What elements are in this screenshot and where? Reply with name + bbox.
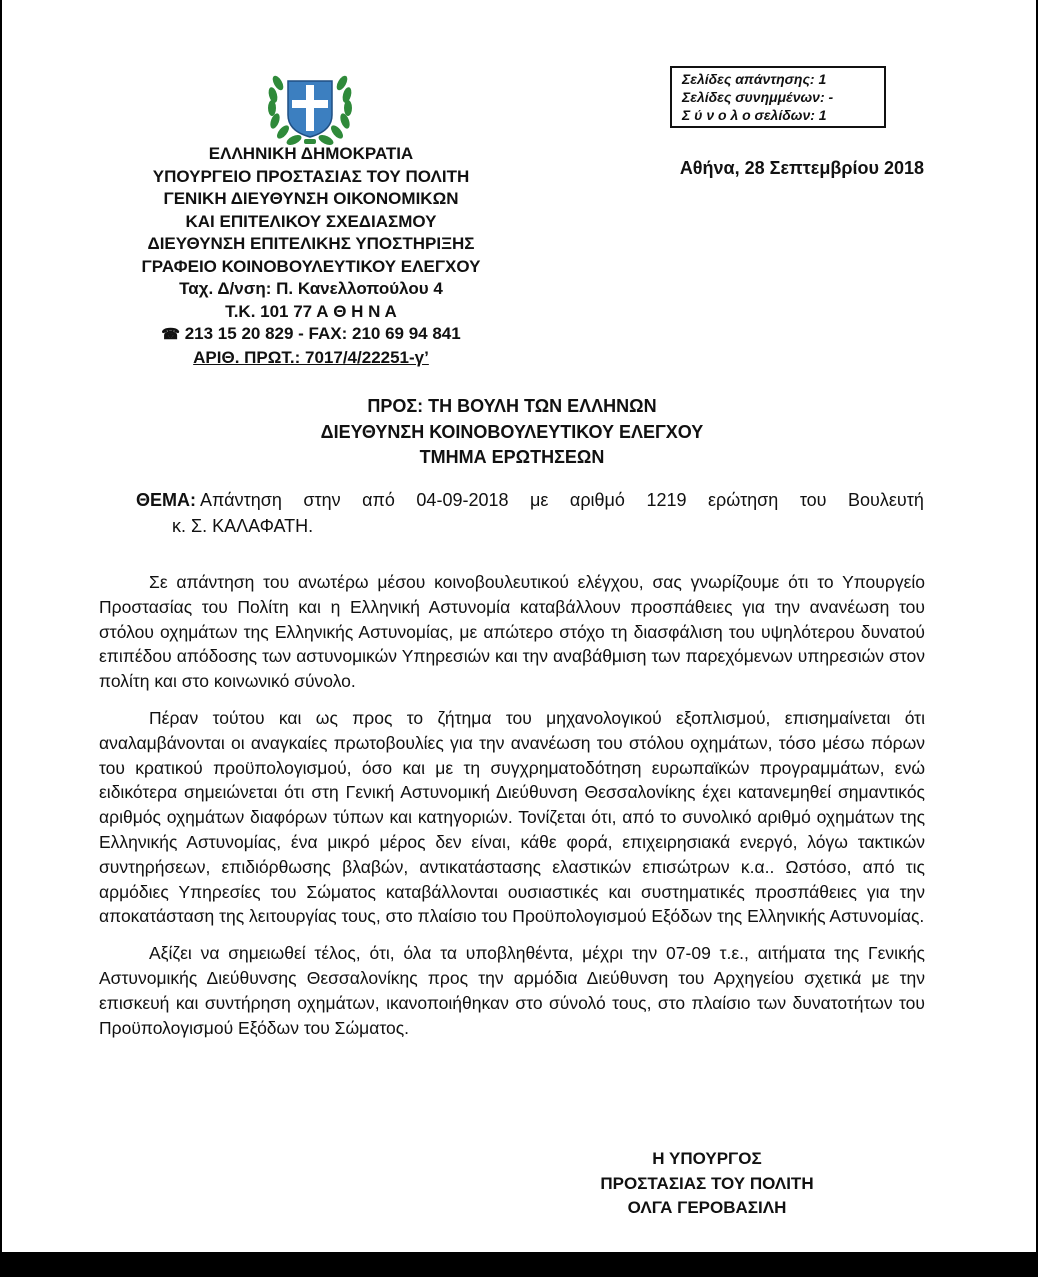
header-line: ΓΕΝΙΚΗ ΔΙΕΥΘΥΝΣΗ ΟΙΚΟΝΟΜΙΚΩΝ [163,189,459,208]
header-line: ΥΠΟΥΡΓΕΙΟ ΠΡΟΣΤΑΣΙΑΣ ΤΟΥ ΠΟΛΙΤΗ [152,166,470,186]
letter-body [99,570,925,1052]
phone-numbers: 213 15 20 829 - FAX: 210 69 94 841 [184,324,461,343]
phone-line [102,323,520,347]
subject-word: 04-09-2018 [416,490,509,510]
sender-header [102,143,520,369]
postal-line: Τ.Κ. 101 77 Α Θ Η Ν Α [225,301,397,321]
body-paragraph: Αξίζει να σημειωθεί τέλος, ότι, όλα τα υποβληθέντα, μέχρι την 07-09 τ.ε., αιτήματα της Γενικής Αστυνομικής Διεύθυνσης Θεσσαλονίκης προς την αρμόδια Διεύθυνση του Αρχηγείου σχετικά με την επισκευή και συντήρηση οχημάτων, ικανοποιήθηκαν στο σύνολό τους, στο πλαίσιο των δυνατοτήτων του Προϋπολογισμού Εξόδων του Σώματος. [99,943,925,1038]
subject-word: με [530,490,549,510]
pages-count-box [670,66,886,128]
signature-name: ΟΛΓΑ ΓΕΡΟΒΑΣΙΛΗ [627,1198,787,1217]
recipient-line: ΔΙΕΥΘΥΝΣΗ ΚΟΙΝΟΒΟΥΛΕΥΤΙΚΟΥ ΕΛΕΓΧΟΥ [320,421,704,442]
header-line: ΔΙΕΥΘΥΝΣΗ ΕΠΙΤΕΛΙΚΗΣ ΥΠΟΣΤΗΡΙΞΗΣ [147,234,475,253]
subject-word: από [362,490,395,510]
subject-word: Απάντηση [200,490,282,510]
protocol-number: ΑΡΙΘ. ΠΡΩΤ.: 7017/4/22251-γ’ [193,347,429,367]
subject-word: του [799,490,827,510]
subject-word: αριθμό [569,490,625,510]
pages-reply-count: Σελίδες απάντησης: 1 [682,71,827,87]
pages-total-count: Σ ύ ν ο λ ο σελίδων: 1 [682,107,827,123]
recipient-block [202,394,822,471]
subject-word: στην [303,490,341,510]
subject-word: ερώτηση [708,490,779,510]
header-line: ΕΛΛΗΝΙΚΗ ΔΗΜΟΚΡΑΤΙΑ [208,144,414,163]
subject-label: ΘΕΜΑ: [136,490,196,510]
document-date: Αθήνα, 28 Σεπτεμβρίου 2018 [679,158,924,178]
coat-of-arms-seal-icon [264,63,356,147]
address-line: Ταχ. Δ/νση: Π. Κανελλοπούλου 4 [179,279,443,298]
signature-block [572,1147,842,1221]
subject-word: 1219 [646,490,687,510]
signature-title: Η ΥΠΟΥΡΓΟΣ [652,1149,762,1168]
document-page [2,0,1036,1252]
pages-attached-count: Σελίδες συνημμένων: - [682,89,834,105]
subject-line-2: κ. Σ. ΚΑΛΑΦΑΤΗ. [172,515,314,536]
body-paragraph: Σε απάντηση του ανωτέρω μέσου κοινοβουλευτικού ελέγχου, σας γνωρίζουμε ότι το Υπουργείο Προστασίας του Πολίτη και η Ελληνική Αστυνομία καταβάλλουν προσπάθειες για την ανανέωση του στόλου οχημάτων της Ελληνικής Αστυνομίας, με απώτερο στόχο τη διασφάλιση του υψηλότερου δυνατού επιπέδου απόδοσης των αστυνομικών Υπηρεσιών και την αναβάθμιση των παρεχόμενων υπηρεσιών στον πολίτη και στο κοινωνικό σύνολο. [99,572,925,692]
recipient-line: ΤΜΗΜΑ ΕΡΩΤΗΣΕΩΝ [419,447,605,467]
subject-line [136,488,924,514]
header-line: ΓΡΑΦΕΙΟ ΚΟΙΝΟΒΟΥΛΕΥΤΙΚΟΥ ΕΛΕΓΧΟΥ [141,256,481,276]
recipient-line: ΠΡΟΣ: ΤΗ ΒΟΥΛΗ ΤΩΝ ΕΛΛΗΝΩΝ [367,396,657,416]
screen-bottom-bar [0,1252,1038,1277]
body-paragraph: Πέραν τούτου και ως προς το ζήτημα του μηχανολογικού εξοπλισμού, επισημαίνεται ότι αναλαμβάνονται οι αναγκαίες πρωτοβουλίες για την ανανέωση του στόλου οχημάτων, τόσο μέσω πόρων του κρατικού προϋπολογισμού, όσο και με τη συγχρηματοδότηση ευρωπαϊκών προγραμμάτων, ενώ ειδικότερα σημειώνεται ότι στη Γενική Αστυνομική Διεύθυνση Θεσσαλονίκης έχει κατανεμηθεί σημαντικός αριθμός οχημάτων διαφόρων τύπων και κατηγοριών. Τονίζεται ότι, από το συνολικό αριθμό οχημάτων της Ελληνικής Αστυνομίας, ένα μικρό μέρος δεν είναι, κάθε φορά, επιχειρησιακά ενεργό, λόγω τακτικών συντηρήσεων, επιδιόρθωσης βλαβών, αντικατάστασης ελαστικών επισώτρων κ.α.. Ωστόσο, από τις αρμόδιες Υπηρεσίες του Σώματος καταβάλλονται ουσιαστικές και συστηματικές προσπάθειες για την αποκατάσταση της λειτουργίας τους, στο πλαίσιο του Προϋπολογισμού Εξόδων της Ελληνικής Αστυνομίας. [99,707,925,927]
signature-ministry: ΠΡΟΣΤΑΣΙΑΣ ΤΟΥ ΠΟΛΙΤΗ [600,1173,814,1193]
subject-block [136,488,924,539]
phone-icon: ☎ [161,326,180,343]
subject-word: Βουλευτή [848,490,924,510]
header-line: ΚΑΙ ΕΠΙΤΕΛΙΚΟΥ ΣΧΕΔΙΑΣΜΟΥ [185,211,437,231]
